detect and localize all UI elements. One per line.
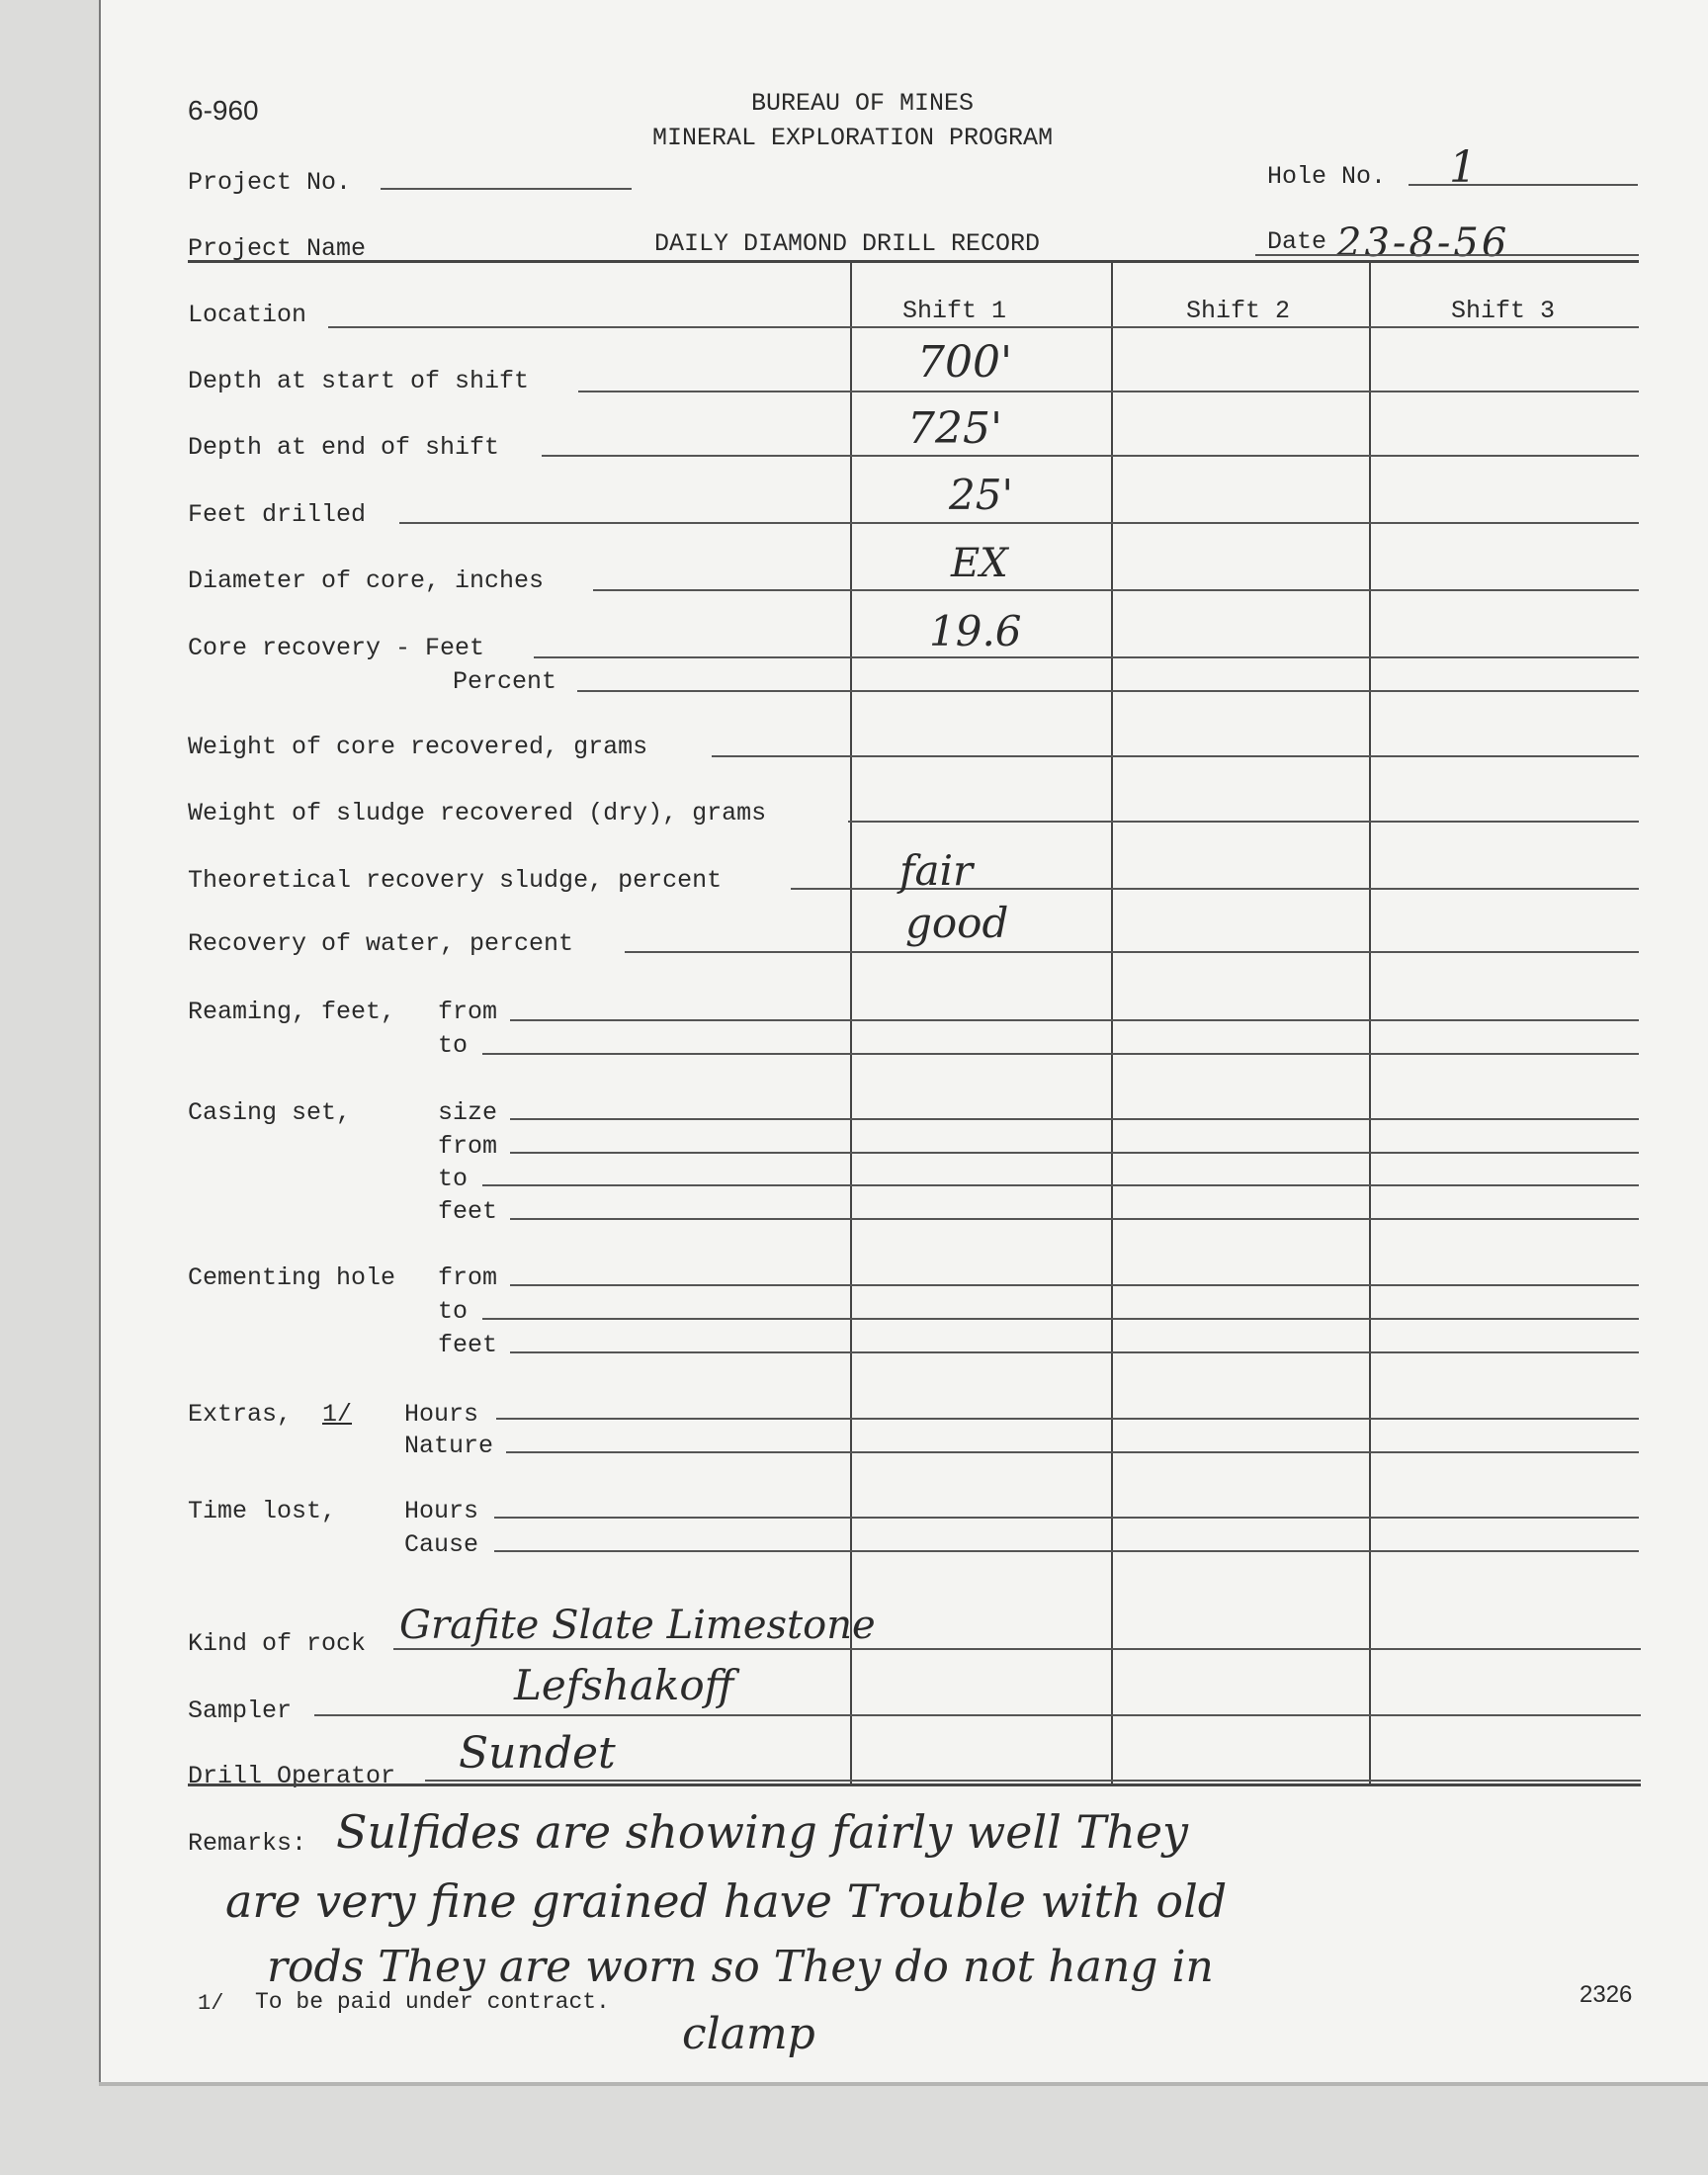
sampler-label: Sampler [188,1696,293,1725]
time-lost-cause-label: Cause [404,1530,479,1559]
core-percent-label: Percent [453,667,557,696]
cementing-feet-label: feet [438,1331,498,1359]
depth-end-label: Depth at end of shift [188,433,500,462]
extras-label: Extras, [188,1400,293,1429]
kind-of-rock-label: Kind of rock [188,1629,367,1658]
time-lost-cause-line [494,1550,1639,1552]
feet-drilled-value: 25' [949,471,1013,519]
weight-sludge-label: Weight of sludge recovered (dry), grams [188,799,767,827]
core-recovery-label: Core recovery - Feet [188,634,485,662]
form-number: 6-960 [188,95,259,126]
feet-drilled-label: Feet drilled [188,500,367,529]
extras-nature-line [506,1451,1639,1453]
hole-no-label: Hole No. [1267,162,1387,191]
header-rule [188,260,1639,263]
casing-to-line [482,1184,1639,1186]
casing-label: Casing set, [188,1098,352,1127]
theoretical-label: Theoretical recovery sludge, percent [188,866,723,895]
casing-from-line [510,1152,1639,1154]
extras-nature-label: Nature [404,1432,494,1460]
extras-footnote-ref: 1/ [322,1400,353,1429]
time-lost-label: Time lost, [188,1497,337,1525]
page-number: 2326 [1580,1981,1633,2008]
remarks-line-3: rods They are worn so They do not hang in [267,1942,1214,1992]
depth-start-line [578,391,1639,392]
depth-start-label: Depth at start of shift [188,367,530,395]
weight-sludge-line [848,821,1639,823]
casing-from-label: from [438,1132,498,1161]
date-label: Date [1267,227,1327,256]
time-lost-hours-line [494,1517,1639,1519]
casing-feet-line [510,1218,1639,1220]
depth-start-value: 700' [917,337,1013,388]
column-divider-1 [850,263,852,1784]
shift2-header: Shift 2 [1186,297,1291,325]
column-divider-2 [1111,263,1113,1784]
feet-drilled-line [399,522,1639,524]
program-title: MINERAL EXPLORATION PROGRAM [652,124,1054,152]
cementing-feet-line [510,1351,1639,1353]
record-title: DAILY DIAMOND DRILL RECORD [654,229,1041,258]
kind-of-rock-value: Grafite Slate Limestone [399,1603,876,1648]
reaming-label: Reaming, feet, [188,998,396,1026]
drill-operator-value: Sundet [459,1728,616,1779]
shift1-header: Shift 1 [902,297,1007,325]
project-no-label: Project No. [188,168,352,197]
location-line [328,326,1639,328]
cementing-label: Cementing hole [188,1263,396,1292]
date-value: 23-8-56 [1336,220,1510,266]
extras-hours-line [496,1418,1639,1420]
water-value: good [905,899,1009,947]
header-rule-thin [1255,254,1639,256]
core-recovery-line [534,656,1639,658]
casing-feet-label: feet [438,1197,498,1226]
reaming-to-line [482,1053,1639,1055]
shift3-header: Shift 3 [1451,297,1556,325]
water-label: Recovery of water, percent [188,929,574,958]
remarks-line-2: are very fine grained have Trouble with old [225,1874,1228,1928]
theoretical-value: fair [899,846,974,895]
diameter-line [593,589,1639,591]
sampler-line [314,1714,1641,1716]
table-bottom-rule [188,1784,1641,1786]
remarks-line-4: clamp [682,2009,815,2059]
cementing-to-label: to [438,1297,469,1326]
project-name-label: Project Name [188,234,367,263]
cementing-from-label: from [438,1263,498,1292]
core-percent-line [577,690,1639,692]
diameter-value: EX [951,541,1008,586]
cementing-from-line [510,1284,1639,1286]
drill-operator-line [425,1780,1641,1782]
hole-no-line [1409,184,1638,186]
remarks-label: Remarks: [188,1829,307,1858]
depth-end-line [542,455,1639,457]
reaming-to-label: to [438,1031,469,1060]
weight-core-line [712,755,1639,757]
kind-of-rock-line [393,1648,1641,1650]
reaming-from-line [510,1019,1639,1021]
footnote-text: To be paid under contract. [255,1989,610,2015]
core-recovery-value: 19.6 [929,607,1022,655]
sampler-value: Lefshakoff [514,1661,734,1709]
extras-hours-label: Hours [404,1400,479,1429]
depth-end-value: 725' [907,403,1003,454]
project-no-line [381,188,632,190]
remarks-line-1: Sulfides are showing fairly well They [336,1805,1189,1859]
time-lost-hours-label: Hours [404,1497,479,1525]
water-line [625,951,1639,953]
footnote-mark: 1/ [198,1991,224,2016]
casing-size-line [510,1118,1639,1120]
diameter-label: Diameter of core, inches [188,566,545,595]
agency-title: BUREAU OF MINES [751,89,975,118]
casing-to-label: to [438,1165,469,1193]
column-divider-3 [1369,263,1371,1784]
hole-no-value: 1 [1449,142,1477,193]
weight-core-label: Weight of core recovered, grams [188,733,648,761]
drill-operator-label: Drill Operator [188,1762,396,1790]
casing-size-label: size [438,1098,498,1127]
reaming-from-label: from [438,998,498,1026]
cementing-to-line [482,1318,1639,1320]
location-label: Location [188,301,307,329]
